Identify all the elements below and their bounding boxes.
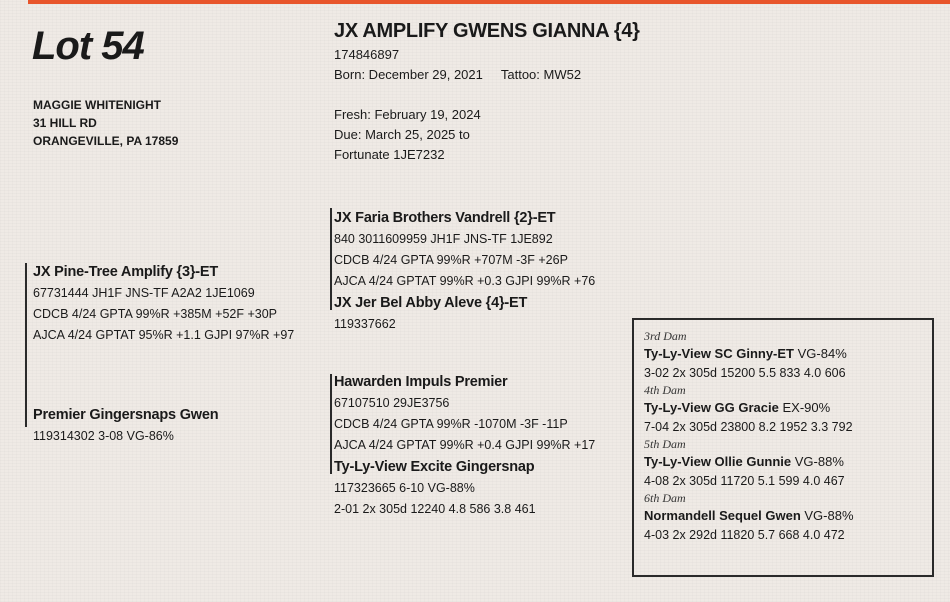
dam-sire-ajca: AJCA 4/24 GPTAT 99%R +0.4 GJPI 99%R +17 — [334, 438, 596, 452]
maternal-line-list — [644, 329, 854, 545]
dam-entry-record: 7-04 2x 305d 23800 8.2 1952 3.3 792 — [644, 420, 853, 434]
dam-entry-record: 4-03 2x 292d 11820 5.7 668 4.0 472 — [644, 528, 845, 542]
sire-ids: 67731444 JH1F JNS-TF A2A2 1JE1069 — [33, 286, 255, 300]
dam-entry — [644, 383, 854, 437]
owner-name: MAGGIE WHITENIGHT — [33, 98, 161, 112]
dam-entry-class: VG-84% — [797, 346, 847, 361]
dam-entry-name: Ty-Ly-View GG Gracie — [644, 400, 779, 415]
sire-name: JX Pine-Tree Amplify {3}-ET — [33, 264, 219, 280]
animal-info — [334, 45, 581, 85]
sire-sire-ids: 840 3011609959 JH1F JNS-TF 1JE892 — [334, 232, 553, 246]
animal-name: JX AMPLIFY GWENS GIANNA {4} — [334, 20, 640, 42]
dam-name: Premier Gingersnaps Gwen — [33, 407, 219, 423]
generation-label: 3rd Dam — [644, 329, 687, 343]
dam-parents-bracket — [330, 374, 332, 474]
dam-entry-name-row — [644, 452, 854, 471]
dam-entry-class: EX-90% — [782, 400, 831, 415]
due-date: Due: March 25, 2025 to — [334, 127, 470, 142]
sire-dam-bracket — [25, 263, 27, 427]
lot-number: Lot 54 — [32, 24, 144, 68]
dam-entry-record: 3-02 2x 305d 15200 5.5 833 4.0 606 — [644, 366, 846, 380]
owner-block — [33, 96, 178, 150]
sire-sire-block — [334, 207, 595, 335]
sire-dam-ids: 119337662 — [334, 317, 396, 331]
sire-sire-name: JX Faria Brothers Vandrell {2}-ET — [334, 210, 556, 226]
header-accent-bar — [28, 0, 950, 4]
animal-tattoo: Tattoo: MW52 — [500, 67, 582, 82]
animal-born-row — [334, 65, 581, 85]
fresh-date: Fresh: February 19, 2024 — [334, 107, 481, 122]
dam-sire-cdcb: CDCB 4/24 GPTA 99%R -1070M -3F -11P — [334, 417, 568, 431]
dam-sire-block — [334, 371, 595, 520]
sire-sire-cdcb: CDCB 4/24 GPTA 99%R +707M -3F +26P — [334, 253, 568, 267]
dam-entry-name: Ty-Ly-View Ollie Gunnie — [644, 454, 792, 469]
maternal-line-box — [632, 318, 934, 577]
owner-address: 31 HILL RD — [33, 116, 97, 130]
service-sire: Fortunate 1JE7232 — [334, 147, 445, 162]
dam-block — [33, 404, 218, 447]
dam-dam-record: 2-01 2x 305d 12240 4.8 586 3.8 461 — [334, 502, 536, 516]
sire-sire-ajca: AJCA 4/24 GPTAT 99%R +0.3 GJPI 99%R +76 — [334, 274, 596, 288]
generation-label: 5th Dam — [644, 437, 686, 451]
animal-born: Born: December 29, 2021 — [334, 67, 483, 82]
breeding-info — [334, 105, 481, 165]
dam-entry — [644, 437, 854, 491]
animal-reg: 174846897 — [334, 47, 400, 62]
dam-entry — [644, 491, 854, 545]
dam-entry-name-row — [644, 398, 854, 417]
dam-entry-class: VG-88% — [794, 454, 844, 469]
dam-entry-class: VG-88% — [804, 508, 854, 523]
sire-parents-bracket — [330, 208, 332, 310]
dam-entry-name: Ty-Ly-View SC Ginny-ET — [644, 346, 795, 361]
sire-cdcb: CDCB 4/24 GPTA 99%R +385M +52F +30P — [33, 307, 277, 321]
dam-entry — [644, 329, 854, 383]
dam-entry-record: 4-08 2x 305d 11720 5.1 599 4.0 467 — [644, 474, 845, 488]
owner-city: ORANGEVILLE, PA 17859 — [33, 134, 179, 148]
dam-entry-name-row — [644, 344, 854, 363]
sire-block — [33, 261, 294, 346]
sire-ajca: AJCA 4/24 GPTAT 95%R +1.1 GJPI 97%R +97 — [33, 328, 295, 342]
dam-ids: 119314302 3-08 VG-86% — [33, 429, 174, 443]
generation-label: 4th Dam — [644, 383, 686, 397]
generation-label: 6th Dam — [644, 491, 686, 505]
dam-entry-name: Normandell Sequel Gwen — [644, 508, 801, 523]
dam-sire-ids: 67107510 29JE3756 — [334, 396, 450, 410]
dam-dam-name: Ty-Ly-View Excite Gingersnap — [334, 459, 535, 475]
dam-dam-ids: 117323665 6-10 VG-88% — [334, 481, 475, 495]
dam-entry-name-row — [644, 506, 854, 525]
dam-sire-name: Hawarden Impuls Premier — [334, 374, 508, 390]
sire-dam-name: JX Jer Bel Abby Aleve {4}-ET — [334, 295, 528, 311]
